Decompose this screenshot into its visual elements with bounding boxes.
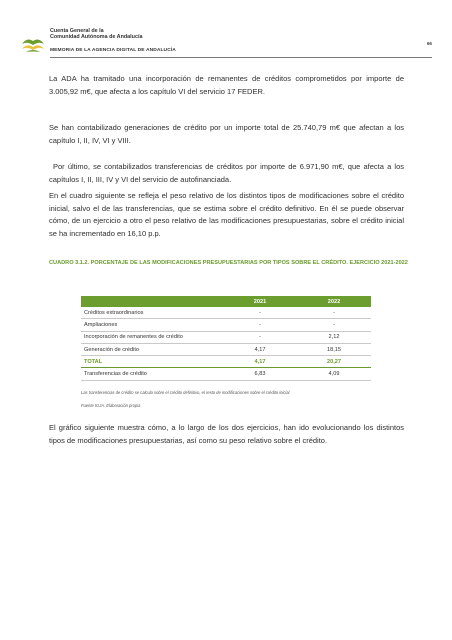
- row-label: Generación de crédito: [81, 343, 223, 355]
- page-header: [20, 27, 432, 61]
- paragraph-peso-relativo: En el cuadro siguiente se refleja el peso relativo de los distintos tipos de modificaciones sobre el crédito inicial, salvo el de las transferencias, que se estima sobre el crédito definitivo. En él se puede observar cómo, de un ejercicio a otro el peso relativo de las modificaciones presupuestarias, sobre el crédito inicial se ha incrementado en 16,10 p.p.: [49, 191, 404, 238]
- cell-2022: 18,15: [297, 343, 371, 355]
- table-footnote: Las transferencias de crédito se calcula sobre el crédito definitivo, el resto de modificaciones sobre el crédito inicial: [81, 390, 290, 395]
- cell-2021: 4,17: [223, 356, 297, 368]
- paragraph-remanentes: La ADA ha tramitado una incorporación de remanentes de créditos comprometidos por importe de 3.005,92 m€, que afecta a los capítulo VI del servicio 17 FEDER.: [49, 74, 404, 96]
- table-row: [81, 368, 371, 380]
- table-row: [81, 343, 371, 355]
- table-row: [81, 307, 371, 319]
- cell-2022: -: [297, 319, 371, 331]
- row-label: Ampliaciones: [81, 319, 223, 331]
- cell-2022: 2,12: [297, 331, 371, 343]
- table-header-2021: 2021: [223, 296, 297, 307]
- memo-title: MEMORIA DE LA AGENCIA DIGITAL DE ANDALUCÍA: [50, 48, 176, 53]
- row-label: Créditos extraordinarios: [81, 307, 223, 319]
- paragraph-grafico: El gráfico siguiente muestra cómo, a lo largo de los dos ejercicios, han ido evolucionando los distintos tipos de modificaciones presupuestarias, así como su peso relativo sobre el crédito.: [49, 423, 404, 445]
- table-row: [81, 319, 371, 331]
- cell-2021: -: [223, 319, 297, 331]
- cell-2021: -: [223, 307, 297, 319]
- page-number: 66: [426, 41, 432, 46]
- table-source: Fuente IGJA. Elaboración propia: [81, 403, 141, 408]
- table-header-empty: [81, 296, 223, 307]
- table-row: [81, 331, 371, 343]
- table-header-2022: 2022: [297, 296, 371, 307]
- cell-2021: 4,17: [223, 343, 297, 355]
- row-label: Incorporación de remanentes de crédito: [81, 331, 223, 343]
- modifications-table: [81, 296, 371, 381]
- junta-andalucia-logo-icon: [20, 30, 46, 56]
- header-divider: [50, 57, 432, 58]
- table-row-total: [81, 356, 371, 368]
- organization-name: [50, 28, 142, 40]
- table-header-row: [81, 296, 371, 307]
- cell-2022: -: [297, 307, 371, 319]
- cell-2022: 4,09: [297, 368, 371, 380]
- row-label: TOTAL: [81, 356, 223, 368]
- paragraph-transferencias: Por último, se contabilizados transferencias de créditos por importe de 6.971,90 m€, que afecta a los capítulos I, II, III, IV y VI del servicio de autofinanciada.: [49, 162, 404, 184]
- cell-2021: -: [223, 331, 297, 343]
- org-line-1: Cuenta General de la: [50, 28, 104, 34]
- cell-2021: 6,83: [223, 368, 297, 380]
- cell-2022: 20,27: [297, 356, 371, 368]
- paragraph-generaciones: Se han contabilizado generaciones de crédito por un importe total de 25.740,79 m€ que afectan a los capítulo I, II, IV, VI y VIII.: [49, 123, 404, 145]
- org-line-2: Comunidad Autónoma de Andalucía: [50, 34, 143, 41]
- row-label: Transferencias de crédito: [81, 368, 223, 380]
- table-caption: CUADRO 3.1.2. PORCENTAJE DE LAS MODIFICACIONES PRESUPUESTARIAS POR TIPOS SOBRE EL CRÉDITO. EJERCICIO 2021-2022: [49, 260, 408, 266]
